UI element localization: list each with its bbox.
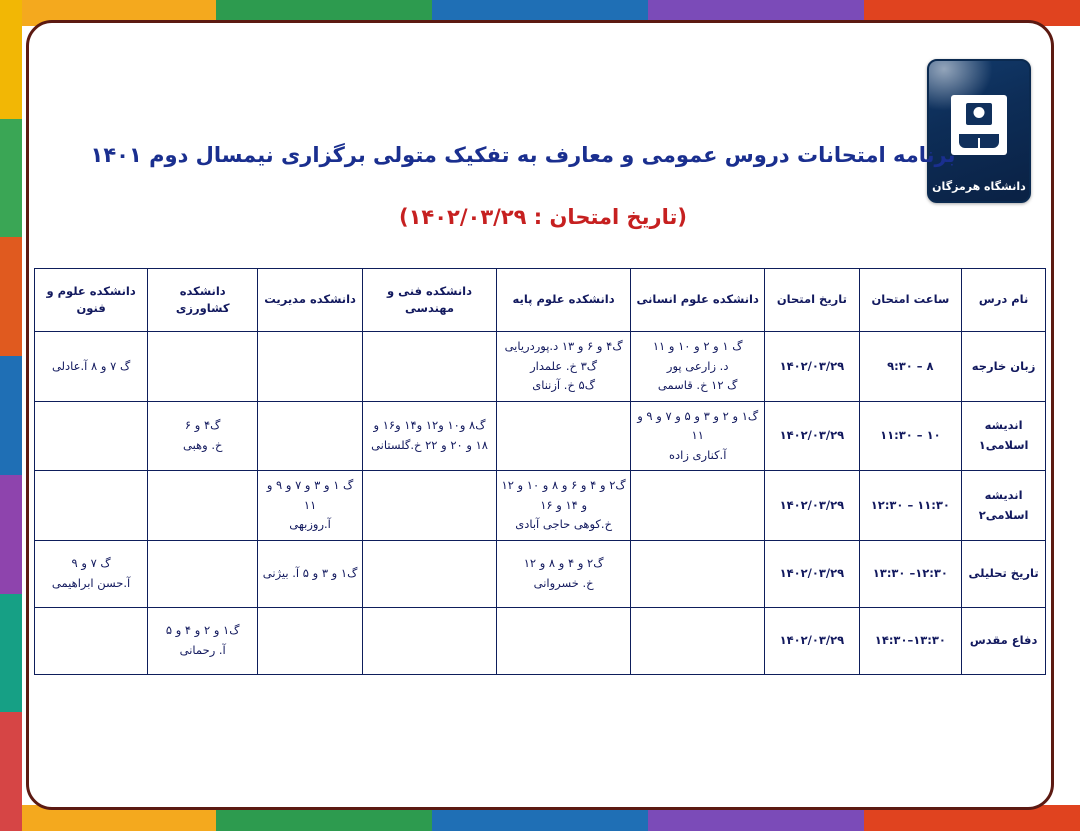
table-row: [35, 471, 1046, 541]
cell-management: [258, 607, 363, 674]
cell-line: گ۴ و ۶: [184, 418, 221, 433]
cell-science-tech: [35, 332, 148, 402]
table-row: [35, 401, 1046, 471]
cell-course-name: دفاع مقدس: [962, 607, 1046, 674]
cell-agriculture: [148, 540, 258, 607]
cell-line: گ ۱ و ۳ و ۷ و ۹ و ۱۱: [266, 478, 354, 512]
cell-line: گ ۷ و ۹: [71, 556, 111, 571]
cell-line: گ۴ و ۶ و ۱۳ د.پوردریایی: [504, 339, 623, 353]
cell-course-name: اندیشه اسلامی۱: [962, 401, 1046, 471]
cell-line: گ۱ و ۲ و ۳ و ۵ و ۷ و ۹ و ۱۱: [637, 408, 759, 443]
cell-course-name: اندیشه اسلامی۲: [962, 471, 1046, 541]
col-header-course: نام درس: [962, 269, 1046, 332]
cell-line: آ. رحمانی: [179, 642, 226, 657]
cell-line: آ.حسن ابراهیمی: [51, 575, 131, 590]
cell-science-tech: [35, 471, 148, 541]
cell-line: خ.کوهی حاجی آبادی: [515, 517, 612, 532]
cell-line: د. زارعی پور: [666, 358, 729, 373]
emblem-dot: [974, 107, 985, 118]
left-decor-strips: [0, 0, 22, 831]
cell-agriculture: [148, 607, 258, 674]
cell-engineering: [362, 607, 496, 674]
cell-line: خ. وهبی: [182, 437, 223, 452]
col-header-exam-time: ساعت امتحان: [859, 269, 962, 332]
cell-exam-date: ۱۴۰۲/۰۳/۲۹: [765, 540, 859, 607]
cell-line: گ ۱ و ۲ و ۱۰ و ۱۱: [652, 339, 743, 353]
cell-management: [258, 540, 363, 607]
col-header-exam-date: تاریخ امتحان: [765, 269, 859, 332]
table-row: [35, 540, 1046, 607]
cell-course-name: تاریخ تحلیلی: [962, 540, 1046, 607]
table-row: [35, 607, 1046, 674]
exam-schedule-table: [34, 268, 1046, 675]
cell-line: گ ۷ و ۸ آ.عادلی: [51, 358, 131, 373]
cell-line: گ۳ خ. علمدار: [530, 358, 598, 373]
cell-management: [258, 401, 363, 471]
cell-line: آ.روزبهی: [289, 517, 331, 532]
decor-strip: [0, 0, 22, 119]
cell-management: [258, 332, 363, 402]
cell-humanities: [631, 401, 765, 471]
cell-line: گ۱ و ۲ و ۴ و ۵: [165, 623, 240, 638]
cell-exam-date: ۱۴۰۲/۰۳/۲۹: [765, 607, 859, 674]
col-header-basic-sciences: دانشکده علوم پایه: [497, 269, 631, 332]
decor-strip: [0, 237, 22, 356]
table-row: [35, 332, 1046, 402]
cell-agriculture: [148, 401, 258, 471]
cell-basic-sciences: [497, 401, 631, 471]
cell-engineering: [362, 471, 496, 541]
col-header-humanities: دانشکده علوم انسانی: [631, 269, 765, 332]
cell-line: گ۱ و ۳ و ۵ آ. بیژنی: [262, 566, 358, 581]
cell-basic-sciences: [497, 471, 631, 541]
cell-basic-sciences: [497, 540, 631, 607]
cell-science-tech: [35, 401, 148, 471]
document-frame: [26, 20, 1054, 810]
cell-engineering: [362, 401, 496, 471]
cell-line: گ ۱۲ خ. قاسمی: [657, 378, 738, 393]
cell-course-name: زبان خارجه: [962, 332, 1046, 402]
cell-exam-date: ۱۴۰۲/۰۳/۲۹: [765, 332, 859, 402]
cell-science-tech: [35, 607, 148, 674]
cell-line: گ۸ و۱۰ و۱۲ و۱۴ و۱۶ و ۱۸ و ۲۰ و ۲۲ خ.گلستانی: [371, 418, 488, 452]
page-subtitle: (تاریخ امتحان : ۱۴۰۲/۰۳/۲۹): [398, 205, 688, 229]
cell-engineering: [362, 540, 496, 607]
page-title: برنامه امتحانات دروس عمومی و معارف به تفکیک متولی برگزاری نیمسال دوم ۱۴۰۱: [90, 143, 956, 167]
cell-humanities: [631, 540, 765, 607]
decor-strip: [0, 594, 22, 713]
cell-humanities: [631, 607, 765, 674]
cell-basic-sciences: [497, 332, 631, 402]
decor-strip: [0, 712, 22, 831]
cell-humanities: [631, 471, 765, 541]
cell-humanities: [631, 332, 765, 402]
col-header-management: دانشکده مدیریت: [258, 269, 363, 332]
table-header-row: [35, 269, 1046, 332]
cell-exam-time: ۱۰ – ۱۱:۳۰: [859, 401, 962, 471]
cell-exam-time: ۱۱:۳۰ – ۱۲:۳۰: [859, 471, 962, 541]
cell-line: گ۲ و ۴ و ۸ و ۱۲: [523, 556, 604, 571]
cell-engineering: [362, 332, 496, 402]
cell-line: آ.کناری زاده: [669, 447, 727, 462]
university-name: دانشگاه هرمزگان: [932, 180, 1026, 193]
cell-basic-sciences: [497, 607, 631, 674]
cell-exam-time: ۸ – ۹:۳۰: [859, 332, 962, 402]
col-header-agriculture: دانشکده کشاورزی: [148, 269, 258, 332]
cell-line: گ۵ خ. آزننای: [532, 378, 596, 393]
cell-exam-date: ۱۴۰۲/۰۳/۲۹: [765, 471, 859, 541]
cell-exam-date: ۱۴۰۲/۰۳/۲۹: [765, 401, 859, 471]
cell-exam-time: ۱۳:۳۰–۱۴:۳۰: [859, 607, 962, 674]
cell-agriculture: [148, 332, 258, 402]
exam-table-body: [35, 332, 1046, 675]
decor-strip: [0, 356, 22, 475]
col-header-science-tech: دانشکده علوم و فنون: [35, 269, 148, 332]
cell-agriculture: [148, 471, 258, 541]
decor-strip: [0, 475, 22, 594]
exam-schedule-table-wrapper: [34, 268, 1046, 675]
cell-line: خ. خسروانی: [533, 575, 594, 590]
decor-strip: [0, 119, 22, 238]
university-logo: [927, 59, 1031, 203]
col-header-engineering: دانشکده فنی و مهندسی: [362, 269, 496, 332]
cell-management: [258, 471, 363, 541]
cell-line: گ۲ و ۴ و ۶ و ۸ و ۱۰ و ۱۲ و ۱۴ و ۱۶: [501, 478, 626, 512]
cell-exam-time: ۱۲:۳۰– ۱۳:۳۰: [859, 540, 962, 607]
cell-science-tech: [35, 540, 148, 607]
